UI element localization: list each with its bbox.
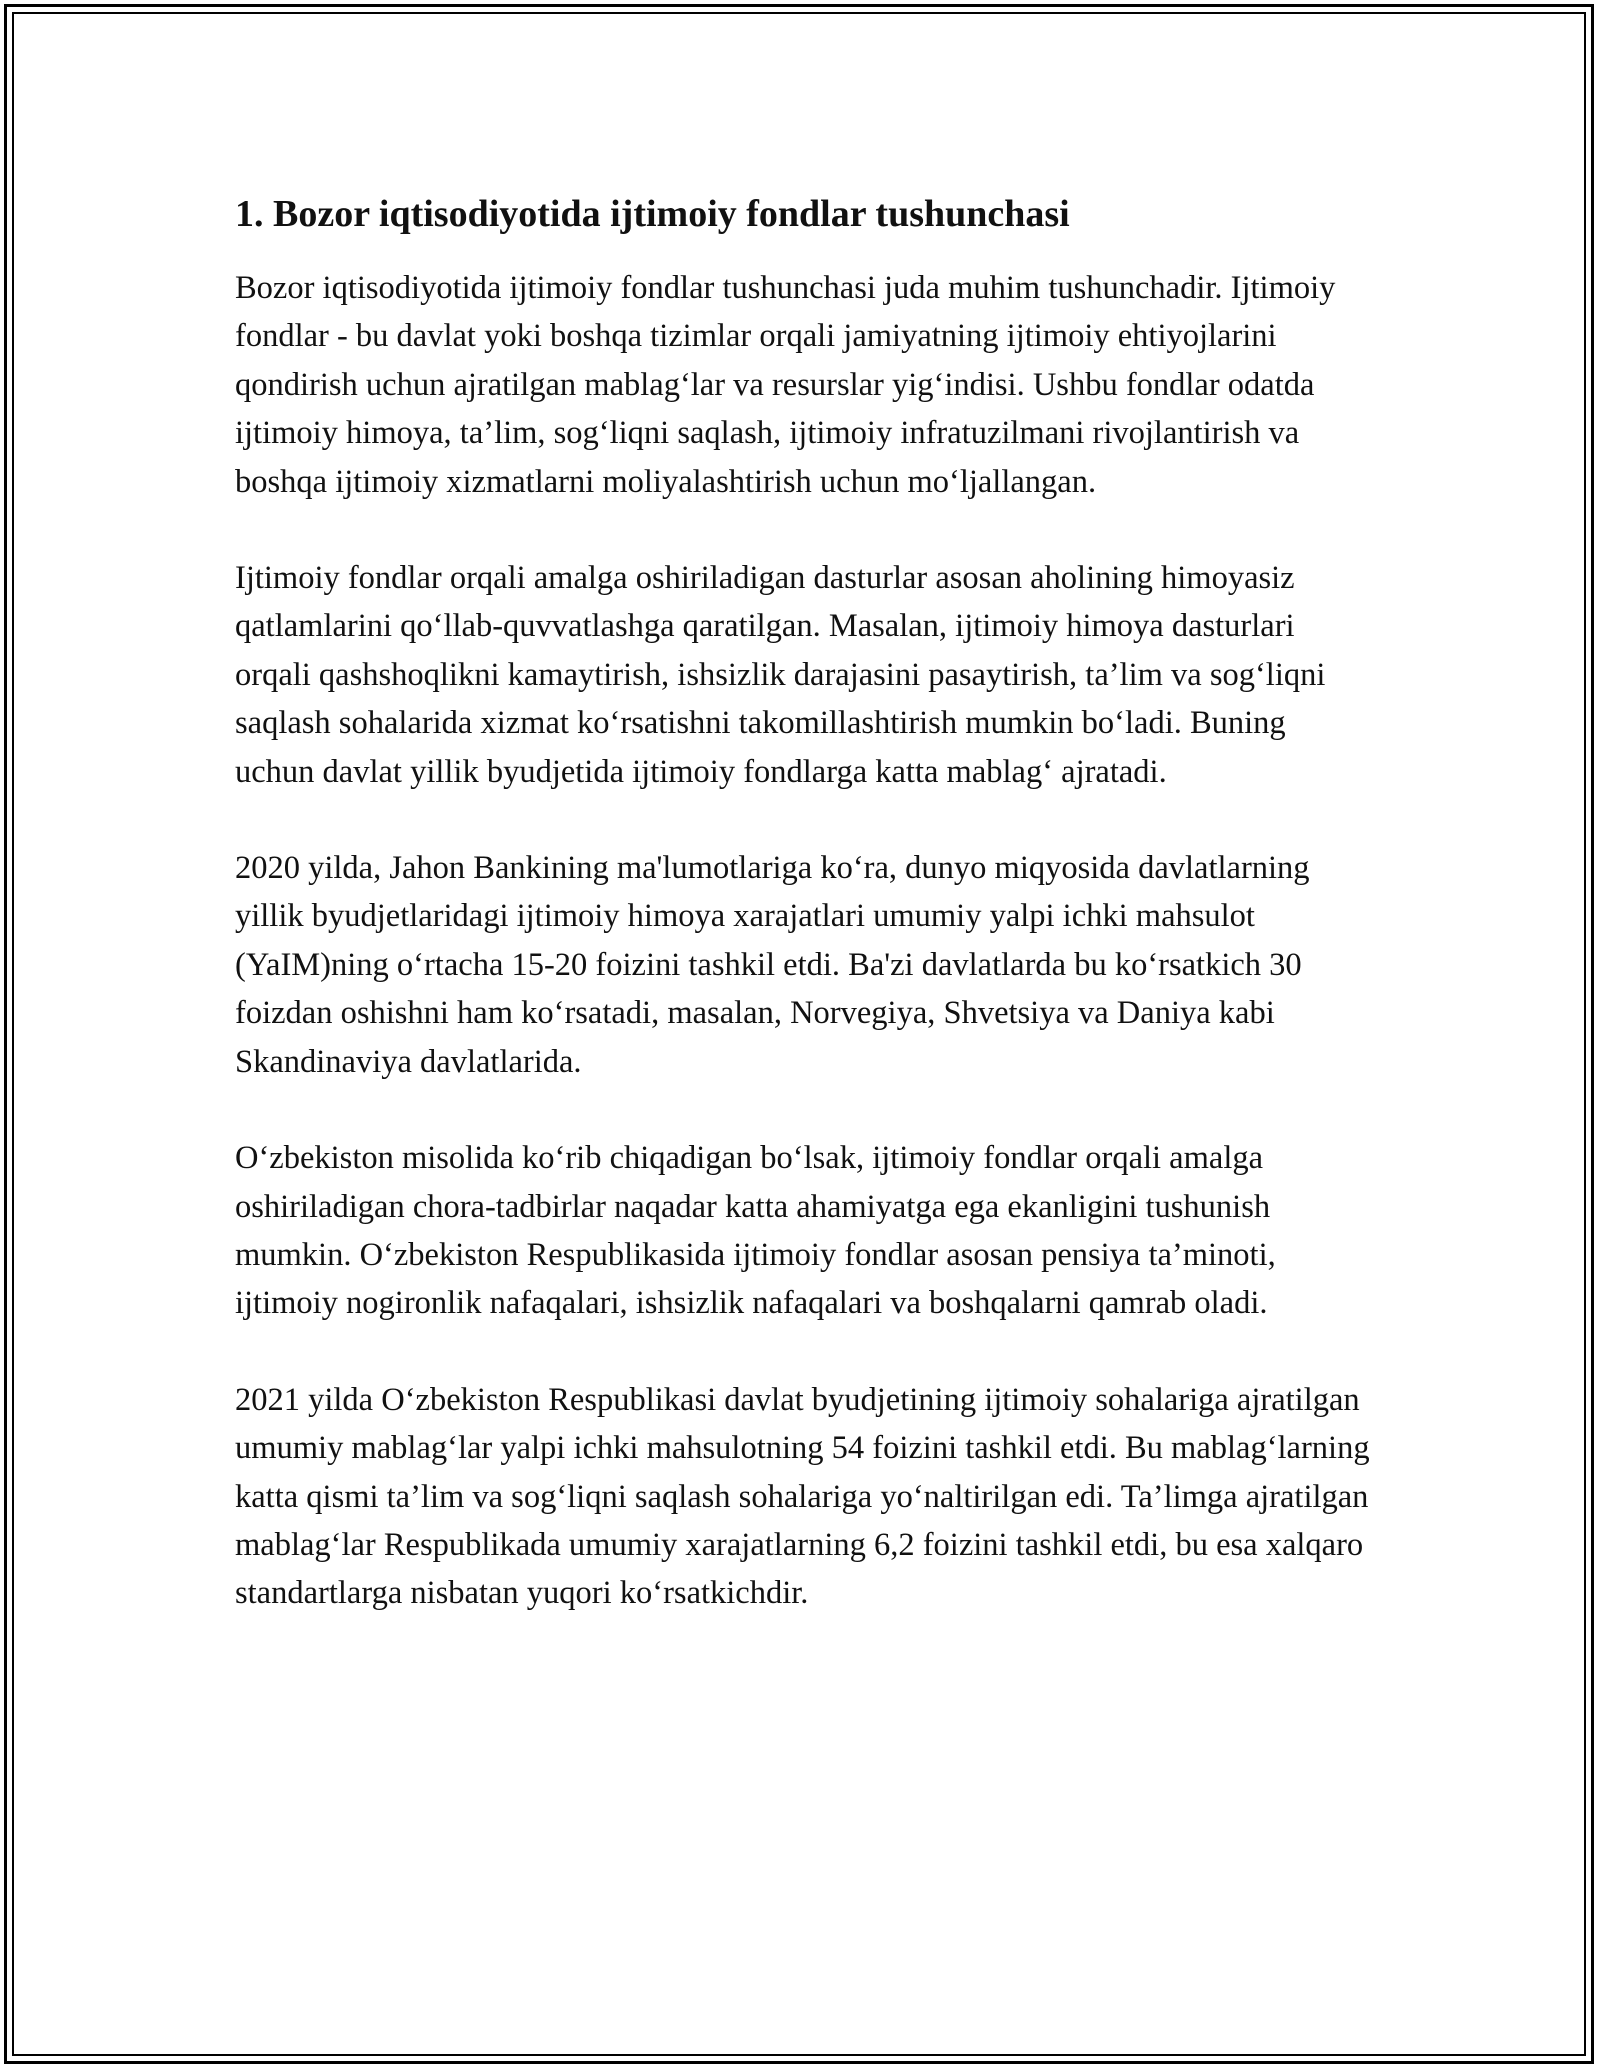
section-heading: 1. Bozor iqtisodiyotida ijtimoiy fondlar tushunchasi bbox=[235, 193, 1070, 235]
paragraph-1: Bozor iqtisodiyotida ijtimoiy fondlar tushunchasi juda muhim tushunchadir. Ijtimoiy fondlar - bu davlat yoki boshqa tizimlar orqali jamiyatning ijtimoiy ehtiyojlarini qondirish uchun ajratilgan mablag‘lar va resurslar yig‘indisi. Ushbu fondlar odatda ijtimoiy himoya, ta’lim, sog‘liqni saqlash, ijtimoiy infratuzilmani rivojlantirish va boshqa ijtimoiy xizmatlarni moliyalashtirish uchun mo‘ljallangan. bbox=[235, 270, 1336, 500]
paragraph-3: 2020 yilda, Jahon Bankining ma'lumotlariga ko‘ra, dunyo miqyosida davlatlarning yillik byudjetlaridagi ijtimoiy himoya xarajatlari umumiy yalpi ichki mahsulot (YaIM)ning o‘rtacha 15-20 foizini tashkil etdi. Ba'zi davlatlarda bu ko‘rsatkich 30 foizdan oshishni ham ko‘rsatadi, masalan, Norvegiya, Shvetsiya va Daniya kabi Skandinaviya davlatlarida. bbox=[235, 850, 1310, 1080]
paragraph-5: 2021 yilda O‘zbekiston Respublikasi davlat byudjetining ijtimoiy sohalariga ajratilgan umumiy mablag‘lar yalpi ichki mahsulotning 54 foizini tashkil etdi. Bu mablag‘larning katta qismi ta’lim va sog‘liqni saqlash sohalariga yo‘naltirilgan edi. Ta’limga ajratilgan mablag‘lar Respublikada umumiy xarajatlarning 6,2 foizini tashkil etdi, bu esa xalqaro standartlarga nisbatan yuqori ko‘rsatkichdir. bbox=[235, 1381, 1370, 1612]
document-body bbox=[235, 188, 1370, 1618]
paragraph-2: Ijtimoiy fondlar orqali amalga oshiriladigan dasturlar asosan aholining himoyasiz qatlamlarini qo‘llab-quvvatlashga qaratilgan. Masalan, ijtimoiy himoya dasturlari orqali qashshoqlikni kamaytirish, ishsizlik darajasini pasaytirish, ta’lim va sog‘liqni saqlash sohalarida xizmat ko‘rsatishni takomillashtirish mumkin bo‘ladi. Buning uchun davlat yillik byudjetida ijtimoiy fondlarga katta mablag‘ ajratadi. bbox=[235, 560, 1326, 790]
paragraph-4: O‘zbekiston misolida ko‘rib chiqadigan bo‘lsak, ijtimoiy fondlar orqali amalga oshiriladigan chora-tadbirlar naqadar katta ahamiyatga ega ekanligini tushunish mumkin. O‘zbekiston Respublikasida ijtimoiy fondlar asosan pensiya ta’minoti, ijtimoiy nogironlik nafaqalari, ishsizlik nafaqalari va boshqalarni qamrab oladi. bbox=[235, 1140, 1276, 1322]
